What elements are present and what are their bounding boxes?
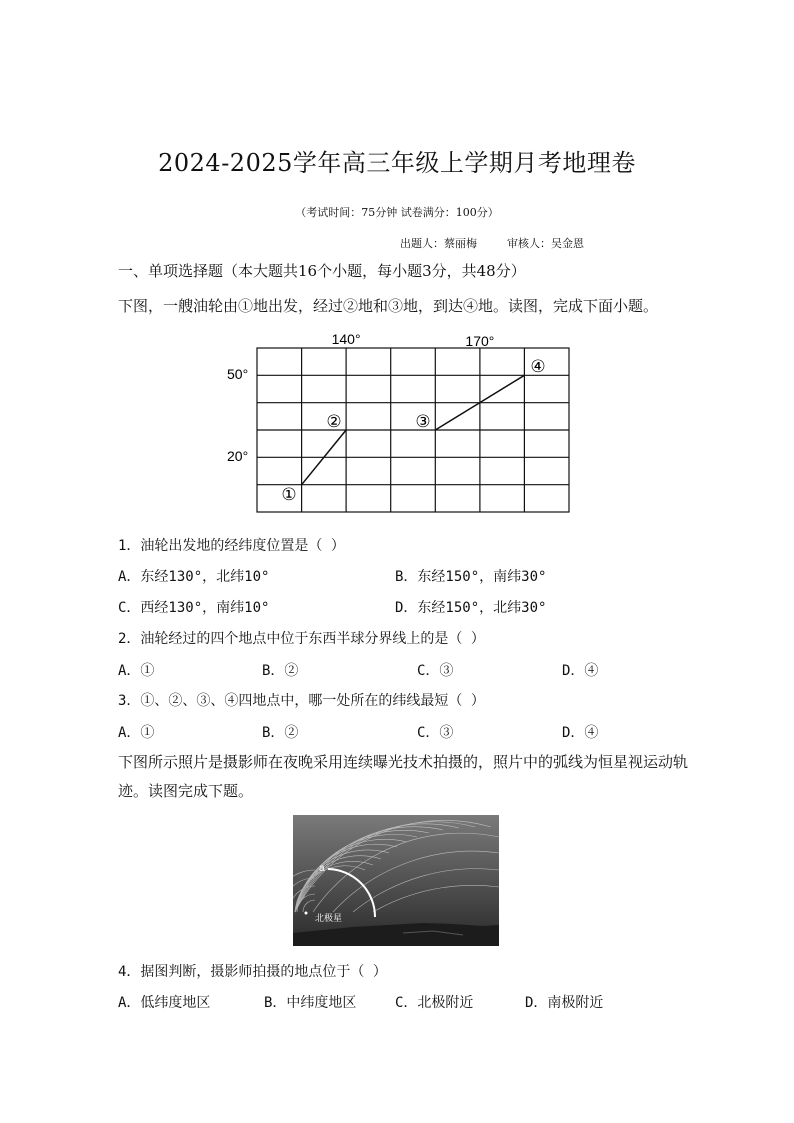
- q3-option-d: D．④: [562, 725, 599, 741]
- lon-label-170: 170°: [465, 333, 495, 349]
- section-heading: 一、单项选择题（本大题共16个小题，每小题3分，共48分）: [118, 262, 526, 280]
- star-trail-photo: [293, 815, 499, 946]
- reviewer: 审核人：吴金恩: [507, 237, 584, 250]
- q1-option-d: D．东经150°，北纬30°: [395, 600, 547, 616]
- q2-option-a: A．①: [118, 663, 155, 679]
- q1-stem: 1．油轮出发地的经纬度位置是（ ）: [118, 538, 345, 554]
- q4-option-a: A．低纬度地区: [118, 995, 211, 1011]
- q4-option-d: D．南极附近: [525, 995, 604, 1011]
- author-line: [400, 235, 584, 251]
- polaris-dot: [305, 912, 308, 915]
- grid-lines: [257, 348, 569, 512]
- q2-stem: 2．油轮经过的四个地点中位于东西半球分界线上的是（ ）: [118, 631, 485, 647]
- q1-option-b: B．东经150°，南纬30°: [395, 569, 547, 585]
- intro-text-2: 下图所示照片是摄影师在夜晚采用连续曝光技术拍摄的，照片中的弧线为恒星视运动轨迹。读图完成下题。: [118, 753, 689, 800]
- q1-option-a: A．东经130°，北纬10°: [118, 569, 270, 585]
- point-4: ④: [530, 357, 546, 377]
- lat-label-20: 20°: [227, 448, 249, 464]
- q3-option-b: B．②: [262, 725, 299, 741]
- label-polaris: 北极星: [315, 914, 343, 924]
- q4-option-c: C．北极附近: [395, 995, 474, 1011]
- route-grid-figure: [220, 330, 580, 520]
- exam-title: 2024-2025学年高三年级上学期月考地理卷: [158, 149, 636, 177]
- lat-label-50: 50°: [227, 366, 249, 382]
- q2-option-c: C．③: [417, 663, 454, 679]
- author: 出题人：蔡丽梅: [400, 237, 477, 250]
- point-3: ③: [415, 412, 431, 432]
- point-2: ②: [326, 412, 342, 432]
- q3-option-c: C．③: [417, 725, 454, 741]
- intro-text-1: 下图，一艘油轮由①地出发，经过②地和③地，到达④地。读图，完成下面小题。: [118, 297, 659, 315]
- exam-info: （考试时间：75分钟 试卷满分：100分）: [295, 206, 499, 219]
- lon-label-140: 140°: [331, 331, 361, 347]
- label-a: a: [319, 863, 325, 874]
- q2-option-d: D．④: [562, 663, 599, 679]
- q4-stem: 4．据图判断，摄影师拍摄的地点位于（ ）: [118, 964, 387, 980]
- point-markers: [281, 357, 545, 505]
- point-1: ①: [281, 485, 297, 505]
- q3-stem: 3．①、②、③、④四地点中，哪一处所在的纬线最短（ ）: [118, 693, 485, 709]
- q4-option-b: B．中纬度地区: [264, 995, 357, 1011]
- q3-option-a: A．①: [118, 725, 155, 741]
- q1-option-c: C．西经130°，南纬10°: [118, 600, 270, 616]
- q2-option-b: B．②: [262, 663, 299, 679]
